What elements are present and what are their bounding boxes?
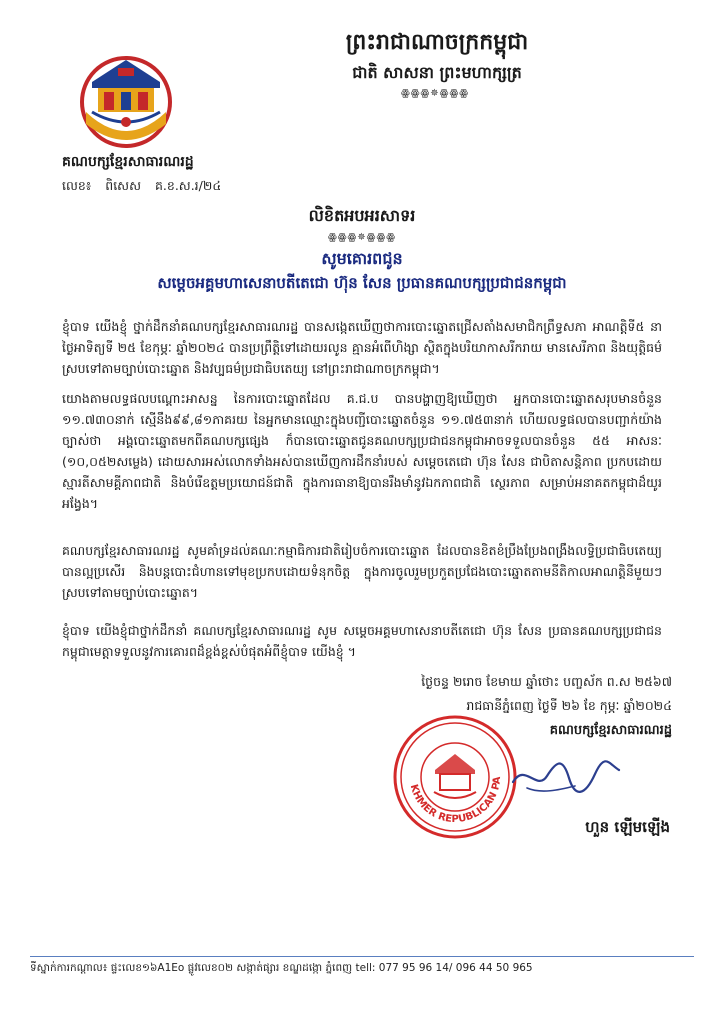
lunar-date: ថ្ងៃចន្ទ ២រោច ខែមាឃ ឆ្នាំថោះ បញ្ចស័ក ព.ស ២៥៦៧ [421, 674, 672, 689]
body-paragraph-4: ខ្ញុំបាទ យើងខ្ញុំជាថ្នាក់ដឹកនាំ គណបក្សខ្មែរសាធារណរដ្ឋ សូម សម្ដេចអគ្គមហាសេនាបតីតេជោ ហ៊ុន សែន ប្រធានគណបក្សប្រជាជនកម្ពុជាមេត្តាទទួលនូវការគោរពដ៏ខ្ពង់ខ្ពស់បំផុតអំពីខ្ញុំបាទ យើងខ្ញុំ ។ [62, 623, 662, 659]
signing-org: គណបក្សខ្មែរសាធារណរដ្ឋ [549, 723, 672, 738]
seal-text: KHMER REPUBLICAN PA [407, 776, 504, 826]
footer-divider [30, 956, 694, 957]
handwritten-signature [505, 748, 625, 808]
reference-line [62, 178, 231, 197]
place-date: រាជធានីភ្នំពេញ ថ្ងៃទី ២៦ ខែ កុម្ភៈ ឆ្នាំ២០២៤ [466, 698, 672, 713]
ref-label: លេខ៖ [62, 178, 92, 193]
ref-type: ពិសេស [105, 178, 141, 193]
body-paragraph-1: ខ្ញុំបាទ យើងខ្ញុំ ថ្នាក់ដឹកនាំគណបក្សខ្មែរសាធារណរដ្ឋ បានសង្កេតឃើញថាការបោះឆ្នោតជ្រើសតាំងសមាជិកព្រឹទ្ធសភា អាណត្តិទី៥ នាថ្ងៃអាទិត្យទី ២៥ ខែកុម្ភៈ ឆ្នាំ២០២៤ បានប្រព្រឹត្តិទៅដោយរលូន គ្មានអំពើហិង្សា ស្ថិតក្នុងបរិយាកាសរីករាយ មានសេរីភាព និងយុត្តិធម៌ ស្របទៅតាមច្បាប់បោះឆ្នោត និងវប្បធម៌ប្រជាធិបតេយ្យ នៅព្រះរាជាណាចក្រកម្ពុជា។ [62, 319, 662, 376]
document-type: លិខិតអបអរសាទរ [308, 206, 416, 225]
nation-title: ព្រះរាជាណាចក្រកម្ពុជា [345, 30, 529, 55]
body-paragraph-3: គណបក្សខ្មែរសាធារណរដ្ឋ សូមគាំទ្រដល់គណៈកម្មាធិការជាតិរៀបចំការបោះឆ្នោត ដែលបានខិតខំប្រឹងប្រែងពង្រឹងលទ្ធិប្រជាធិបតេយ្យបានល្អប្រសើរ និងបន្តបោះជំហានទៅមុខប្រកបដោយទំនុកចិត្ត ក្នុងការចូលរួមប្រកួតប្រជែងបោះឆ្នោតតាមនីតិកាលអាណត្តិនីមួយៗស្របទៅតាមច្បាប់បោះឆ្នោត។ [62, 543, 662, 600]
ornament-divider: ꙮꙮꙮ✵ꙮꙮꙮ [400, 88, 470, 99]
body-paragraph-2: យោងតាមលទ្ធផលបណ្ដោះអាសន្ន នៃការបោះឆ្នោតដែល គ.ជ.ប បានបង្ហាញឱ្យឃើញថា អ្នកបានបោះឆ្នោតសរុបមានចំនួន ១១.៧៣០នាក់ ស្មើនឹង៩៩,៨១ភាគរយ នៃអ្នកមានឈ្មោះក្នុងបញ្ជីបោះឆ្នោតចំនួន ១១.៧៥៣នាក់ ហើយលទ្ធផលបានបញ្ជាក់យ៉ាងច្បាស់ថា អង្គបោះឆ្នោតមកពីគណបក្សផ្សេង ក៏បានបោះឆ្នោតជូនគណបក្សប្រជាជនកម្ពុជាអាចទទួលបានចំនួន ៥៥ អាសនៈ (១០,០៥២សម្លេង) ដោយសារអស់លោកទាំងអស់បានឃើញការដឹកនាំរបស់ សម្ដេចតេជោ ហ៊ុន សែន ជាបិតាសន្តិភាព ប្រកបដោយស្មារតីសាមគ្គីភាពជាតិ និងបំរើឧត្តមប្រយោជន៍ជាតិ ក្នុងការធានាឱ្យបានរឹងមាំនូវឯកភាពជាតិ ស្ថេរភាព សម្រាប់អនាគតកម្ពុជាដ៏យូរអង្វែង។ [62, 391, 662, 511]
signer-name: ហួន ឡើមឡើង [585, 818, 670, 836]
party-name: គណបក្សខ្មែរសាធារណរដ្ឋ [62, 154, 194, 170]
footer-address: ទីស្នាក់ការកណ្ដាល៖ ផ្ទះលេខ១៦A1Eo ផ្លូវលេខ០២ សង្កាត់ផ្សារ ខណ្ឌដង្កោ ភ្នំពេញ tell: 077 95 96 14/ 096 44 50 965 [30, 962, 533, 974]
respect-line: សូមគោរពជូន [321, 249, 403, 268]
ornament-divider-2: ꙮꙮꙮ✵ꙮꙮꙮ [327, 232, 397, 243]
recipient-line: សម្ដេចអគ្គមហាសេនាបតីតេជោ ហ៊ុន សែន ប្រធានគណបក្សប្រជាជនកម្ពុជា [157, 274, 567, 292]
nation-motto: ជាតិ សាសនា ព្រះមហាក្សត្រ [352, 63, 522, 82]
ref-number: គ.ខ.ស.រ/២៤ [154, 178, 222, 193]
